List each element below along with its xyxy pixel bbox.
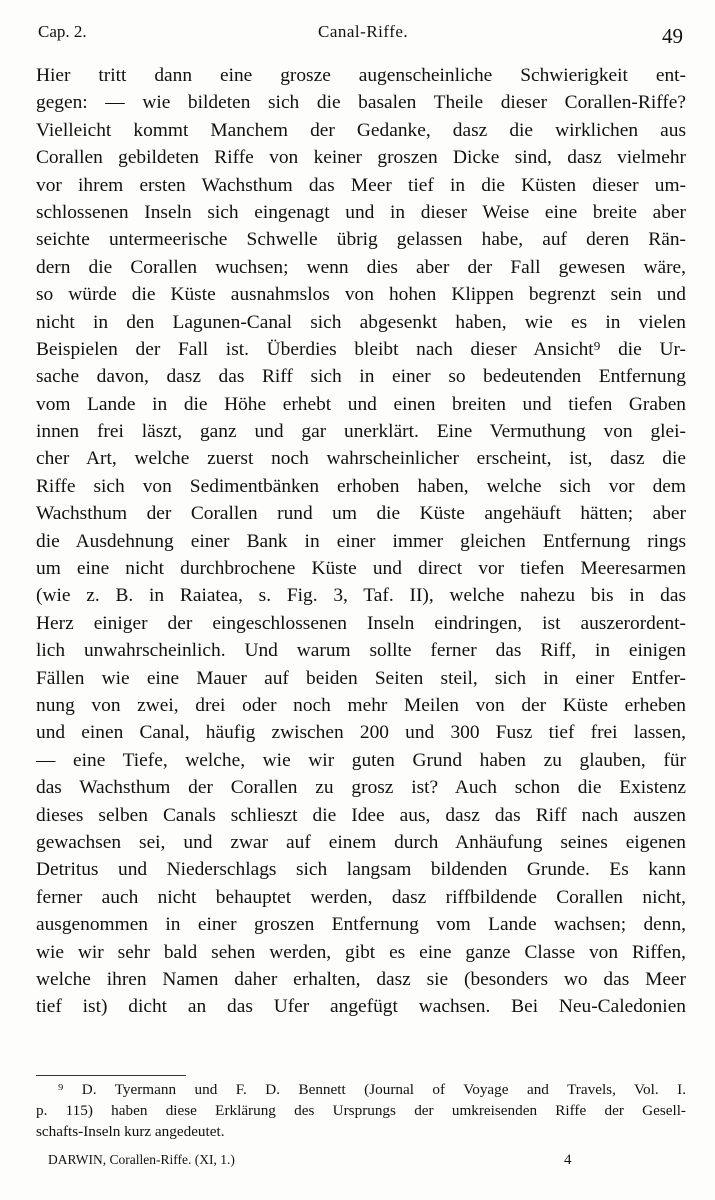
text-line-content: nung von zwei, drei oder noch mehr Meilen von der Küste erheben bbox=[36, 694, 686, 716]
text-line bbox=[36, 199, 686, 226]
text-line-content: tief ist) dicht an das Ufer angefügt wachsen. Bei Neu-Caledonien bbox=[36, 996, 686, 1018]
text-line-content: Herz einiger der eingeschlossenen Inseln eindringen, ist auszerordent- bbox=[36, 612, 686, 634]
text-line-content: und einen Canal, häufig zwischen 200 und 300 Fusz tief frei lassen, bbox=[36, 722, 686, 744]
section-title: Canal-Riffe. bbox=[318, 22, 409, 41]
text-line bbox=[36, 62, 686, 89]
text-line-content: vom Lande in die Höhe erhebt und einen breiten und tiefen Graben bbox=[36, 393, 686, 415]
footnote-line bbox=[36, 1121, 686, 1142]
text-line-content: ausgenommen in einer groszen Entfernung vom Lande wachsen; denn, bbox=[36, 914, 686, 936]
text-line-content: gegen: — wie bildeten sich die basalen Theile dieser Corallen-Riffe? bbox=[36, 92, 686, 114]
text-line bbox=[36, 281, 686, 308]
text-line bbox=[36, 117, 686, 144]
text-line bbox=[36, 89, 686, 116]
text-line-content: Beispielen der Fall ist. Überdies bleibt nach dieser Ansicht⁹ die Ur- bbox=[36, 338, 686, 360]
text-line bbox=[36, 637, 686, 664]
text-line-content: gewachsen sei, und zwar auf einem durch Anhäufung seines eigenen bbox=[36, 831, 686, 853]
footnote-line-content: ⁹ D. Tyermann und F. D. Bennett (Journal of Voyage and Travels, Vol. I. bbox=[58, 1081, 686, 1098]
text-line-content: Wachsthum der Corallen rund um die Küste angehäuft hätten; aber bbox=[36, 503, 686, 525]
text-line bbox=[36, 774, 686, 801]
text-line bbox=[36, 582, 686, 609]
text-line bbox=[36, 610, 686, 637]
chapter-label: Cap. 2. bbox=[38, 22, 87, 41]
text-line bbox=[36, 172, 686, 199]
footnote-line bbox=[36, 1100, 686, 1121]
text-line-content: (wie z. B. in Raiatea, s. Fig. 3, Taf. II), welche nahezu bis in das bbox=[36, 585, 686, 607]
text-line-content: seichte untermeerische Schwelle übrig gelassen habe, auf deren Rän- bbox=[36, 229, 686, 251]
text-line bbox=[36, 418, 686, 445]
text-line-content: die Ausdehnung einer Bank in einer immer gleichen Entfernung rings bbox=[36, 530, 686, 552]
text-line bbox=[36, 473, 686, 500]
text-line-content: Hier tritt dann eine grosze augenscheinliche Schwierigkeit ent- bbox=[36, 65, 686, 86]
footnote-line-content: schafts-Inseln kurz angedeutet. bbox=[36, 1123, 225, 1140]
text-line-content: so würde die Küste ausnahmslos von hohen Klippen begrenzt sein und bbox=[36, 284, 686, 306]
text-line-content: Corallen gebildeten Riffe von keiner groszen Dicke sind, dasz vielmehr bbox=[36, 147, 686, 169]
text-line bbox=[36, 363, 686, 390]
text-line bbox=[36, 856, 686, 883]
text-line bbox=[36, 555, 686, 582]
printer-signature bbox=[36, 1152, 686, 1174]
text-line-content: um eine nicht durchbrochene Küste und direct vor tiefen Meeresarmen bbox=[36, 558, 686, 580]
text-line-content: sache davon, dasz das Riff sich in einer so bedeutenden Entfernung bbox=[36, 366, 686, 388]
body-text bbox=[36, 62, 686, 1021]
text-line bbox=[36, 665, 686, 692]
text-line bbox=[36, 500, 686, 527]
text-line bbox=[36, 445, 686, 472]
text-line-content: dieses selben Canals schlieszt die Idee aus, dasz das Riff nach auszen bbox=[36, 804, 686, 826]
text-line-content: ferner auch nicht behauptet werden, dasz riffbildende Corallen nicht, bbox=[36, 886, 686, 908]
text-line-content: cher Art, welche zuerst noch wahrscheinlicher erscheint, ist, dasz die bbox=[36, 448, 686, 470]
text-line-content: — eine Tiefe, welche, wie wir guten Grund haben zu glauben, für bbox=[36, 749, 686, 771]
text-line bbox=[36, 528, 686, 555]
text-line-content: Riffe sich von Sedimentbänken erhoben haben, welche sich vor dem bbox=[36, 475, 686, 497]
text-line-content: lich unwahrscheinlich. Und warum sollte ferner das Riff, in einigen bbox=[36, 640, 686, 662]
signature-mark: DARWIN, Corallen-Riffe. (XI, 1.) bbox=[48, 1152, 235, 1167]
footnote-line bbox=[36, 1079, 686, 1100]
text-line bbox=[36, 939, 686, 966]
text-line bbox=[36, 226, 686, 253]
text-line bbox=[36, 391, 686, 418]
text-line-content: wie wir sehr bald sehen werden, gibt es eine ganze Classe von Riffen, bbox=[36, 941, 686, 963]
text-line bbox=[36, 993, 686, 1020]
running-header bbox=[38, 14, 685, 48]
footnote-line-content: p. 115) haben diese Erklärung des Ursprungs der umkreisenden Riffe der Gesell- bbox=[36, 1102, 686, 1119]
text-line bbox=[36, 692, 686, 719]
page-number: 49 bbox=[662, 24, 683, 48]
text-line-content: vor ihrem ersten Wachsthum das Meer tief in die Küsten dieser um- bbox=[36, 174, 686, 196]
text-line-content: schlossenen Inseln sich eingenagt und in dieser Weise eine breite aber bbox=[36, 201, 686, 223]
sheet-number: 4 bbox=[564, 1152, 572, 1168]
text-line bbox=[36, 884, 686, 911]
text-line bbox=[36, 719, 686, 746]
text-line bbox=[36, 747, 686, 774]
footnotes bbox=[36, 1079, 686, 1142]
text-line bbox=[36, 309, 686, 336]
text-line-content: welche ihren Namen daher erhalten, dasz sie (besonders wo das Meer bbox=[36, 968, 686, 990]
text-line bbox=[36, 254, 686, 281]
footnote-rule bbox=[36, 1075, 186, 1076]
text-line-content: Fällen wie eine Mauer auf beiden Seiten steil, sich in einer Entfer- bbox=[36, 667, 686, 689]
text-line-content: innen frei läszt, ganz und gar unerklärt. Eine Vermuthung von glei- bbox=[36, 421, 686, 443]
text-line-content: nicht in den Lagunen-Canal sich abgesenkt haben, wie es in vielen bbox=[36, 311, 686, 333]
text-line bbox=[36, 966, 686, 993]
text-line-content: das Wachsthum der Corallen zu grosz ist? Auch schon die Existenz bbox=[36, 777, 686, 799]
text-line bbox=[36, 911, 686, 938]
text-line bbox=[36, 336, 686, 363]
text-line-content: Vielleicht kommt Manchem der Gedanke, dasz die wirklichen aus bbox=[36, 119, 686, 141]
text-line bbox=[36, 829, 686, 856]
text-line bbox=[36, 802, 686, 829]
text-line bbox=[36, 144, 686, 171]
text-line-content: dern die Corallen wuchsen; wenn dies aber der Fall gewesen wäre, bbox=[36, 256, 686, 278]
text-line-content: Detritus und Niederschlags sich langsam bildenden Grunde. Es kann bbox=[36, 859, 686, 881]
